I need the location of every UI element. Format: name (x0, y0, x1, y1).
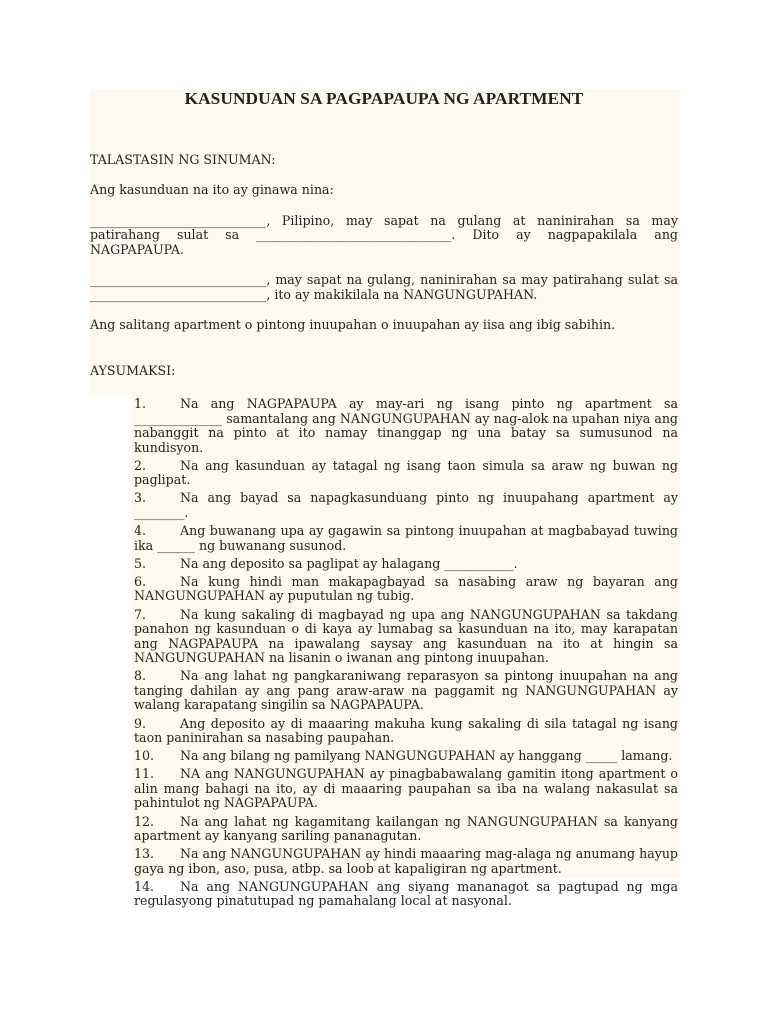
list-item (134, 717, 678, 746)
list-item-text: Na ang NAGPAPAUPA ay may-ari ng isang pinto ng apartment sa ______________ samantalang ang NANGUNGUPAHAN ay nag-alok na upahan niya ang nabanggit na pinto at ito namay tinanggap ng una batay sa sumusunod na kundisyon. (134, 396, 678, 455)
list-item-text: Na kung hindi man makapagbayad sa nasabing araw ng bayaran ang NANGUNGUPAHAN ay puputulan ng tubig. (134, 573, 678, 604)
list-item-text: Ang buwanang upa ay gagawin sa pintong inuupahan at magbabayad tuwing ika ______ ng buwanang susunod. (134, 523, 678, 553)
tenant-paragraph: ____________________________, may sapat na gulang, naninirahan sa may patirahang sulat sa ____________________________, ito ay makikilala na NANGUNGUPAHAN. (90, 272, 678, 302)
list-item-number: 11. (134, 766, 155, 782)
list-item-number: 8. (134, 668, 147, 684)
list-item-number: 7. (134, 606, 147, 622)
list-item (134, 397, 678, 455)
list-item-number: 9. (134, 715, 147, 731)
document-body (90, 90, 678, 378)
document-title: KASUNDUAN SA PAGPAPAUPA NG APARTMENT (184, 89, 584, 108)
section-heading: AYSUMAKSI: (90, 362, 176, 378)
list-item (134, 847, 678, 876)
list-item-number: 14. (134, 878, 155, 894)
list-item (134, 749, 678, 764)
list-item-number: 4. (134, 523, 147, 539)
list-item-text: Ang deposito ay di maaaring makuha kung sakaling di sila tatagal ng isang taon paninirahan sa nasabing paupahan. (134, 715, 678, 745)
list-item-text: Na ang NANGUNGUPAHAN ay hindi maaaring mag-alaga ng anumang hayup gaya ng ibon, aso, pusa, atbp. sa loob at kapaligiran ng apartment. (134, 846, 678, 876)
definition-paragraph: Ang salitang apartment o pintong inuupahan o inuupahan ay iisa ang ibig sabihin. (90, 317, 616, 332)
list-item (134, 669, 678, 713)
list-item (134, 608, 678, 666)
list-item (134, 459, 678, 488)
list-item-text: Na ang bilang ng pamilyang NANGUNGUPAHAN ay hanggang _____ lamang. (180, 748, 673, 764)
list-item-number: 1. (134, 396, 147, 411)
list-item (134, 524, 678, 553)
intro-paragraph: Ang kasunduan na ito ay ginawa nina: (90, 182, 334, 197)
list-item-text: Na ang lahat ng kagamitang kailangan ng NANGUNGUPAHAN sa kanyang apartment ay kanyang sariling pananagutan. (134, 813, 678, 844)
list-item-text: Na kung sakaling di magbayad ng upa ang NANGUNGUPAHAN sa takdang panahon ng kasunduan o di kaya ay lumabag sa kasunduan na ito, may karapatan ang NAGPAPAUPA na ipawalang saysay ang kasunduan na ito at hingin sa NANGUNGUPAHAN na lisanin o iwanan ang pintong inuupahan. (134, 606, 678, 666)
list-item (134, 557, 678, 572)
list-item-number: 13. (134, 846, 155, 862)
list-item-number: 6. (134, 573, 147, 589)
terms-list (134, 397, 678, 913)
greeting: TALASTASIN NG SINUMAN: (90, 151, 276, 167)
list-item (134, 491, 678, 520)
list-item-text: Na ang kasunduan ay tatagal ng isang taon simula sa araw ng buwan ng paglipat. (134, 457, 678, 488)
list-item (134, 815, 678, 844)
list-item (134, 880, 678, 909)
list-item-text: NA ang NANGUNGUPAHAN ay pinagbabawalang gamitin itong apartment o alin mang bahagi na ito, ay di maaaring paupahan sa iba na walang nakasulat sa pahintulot ng NAGPAPAUPA. (134, 766, 678, 811)
list-item-text: Na ang deposito sa paglipat ay halagang ___________. (180, 555, 518, 571)
list-item (134, 767, 678, 811)
list-item-text: Na ang lahat ng pangkaraniwang reparasyon sa pintong inuupahan na ang tanging dahilan ay ang pang araw-araw na paggamit ng NANGUNGUPAHAN ay walang karapatang singilin sa NAGPAPAUPA. (134, 668, 678, 713)
landlord-paragraph: ____________________________, Pilipino, may sapat na gulang at naninirahan sa may patirahang sulat sa _______________________________. Dito ay nagpapakilala ang NAGPAPAUPA. (90, 212, 678, 257)
list-item (134, 575, 678, 604)
list-item-text: Na ang NANGUNGUPAHAN ang siyang mananagot sa pagtupad ng mga regulasyong pinatutupad ng pamahalang local at nasyonal. (134, 878, 678, 909)
list-item-number: 10. (134, 748, 155, 764)
list-item-text: Na ang bayad sa napagkasunduang pinto ng inuupahang apartment ay ________. (134, 490, 678, 520)
list-item-number: 3. (134, 490, 147, 506)
list-item-number: 12. (134, 813, 155, 829)
list-item-number: 2. (134, 457, 147, 473)
list-item-number: 5. (134, 555, 147, 571)
